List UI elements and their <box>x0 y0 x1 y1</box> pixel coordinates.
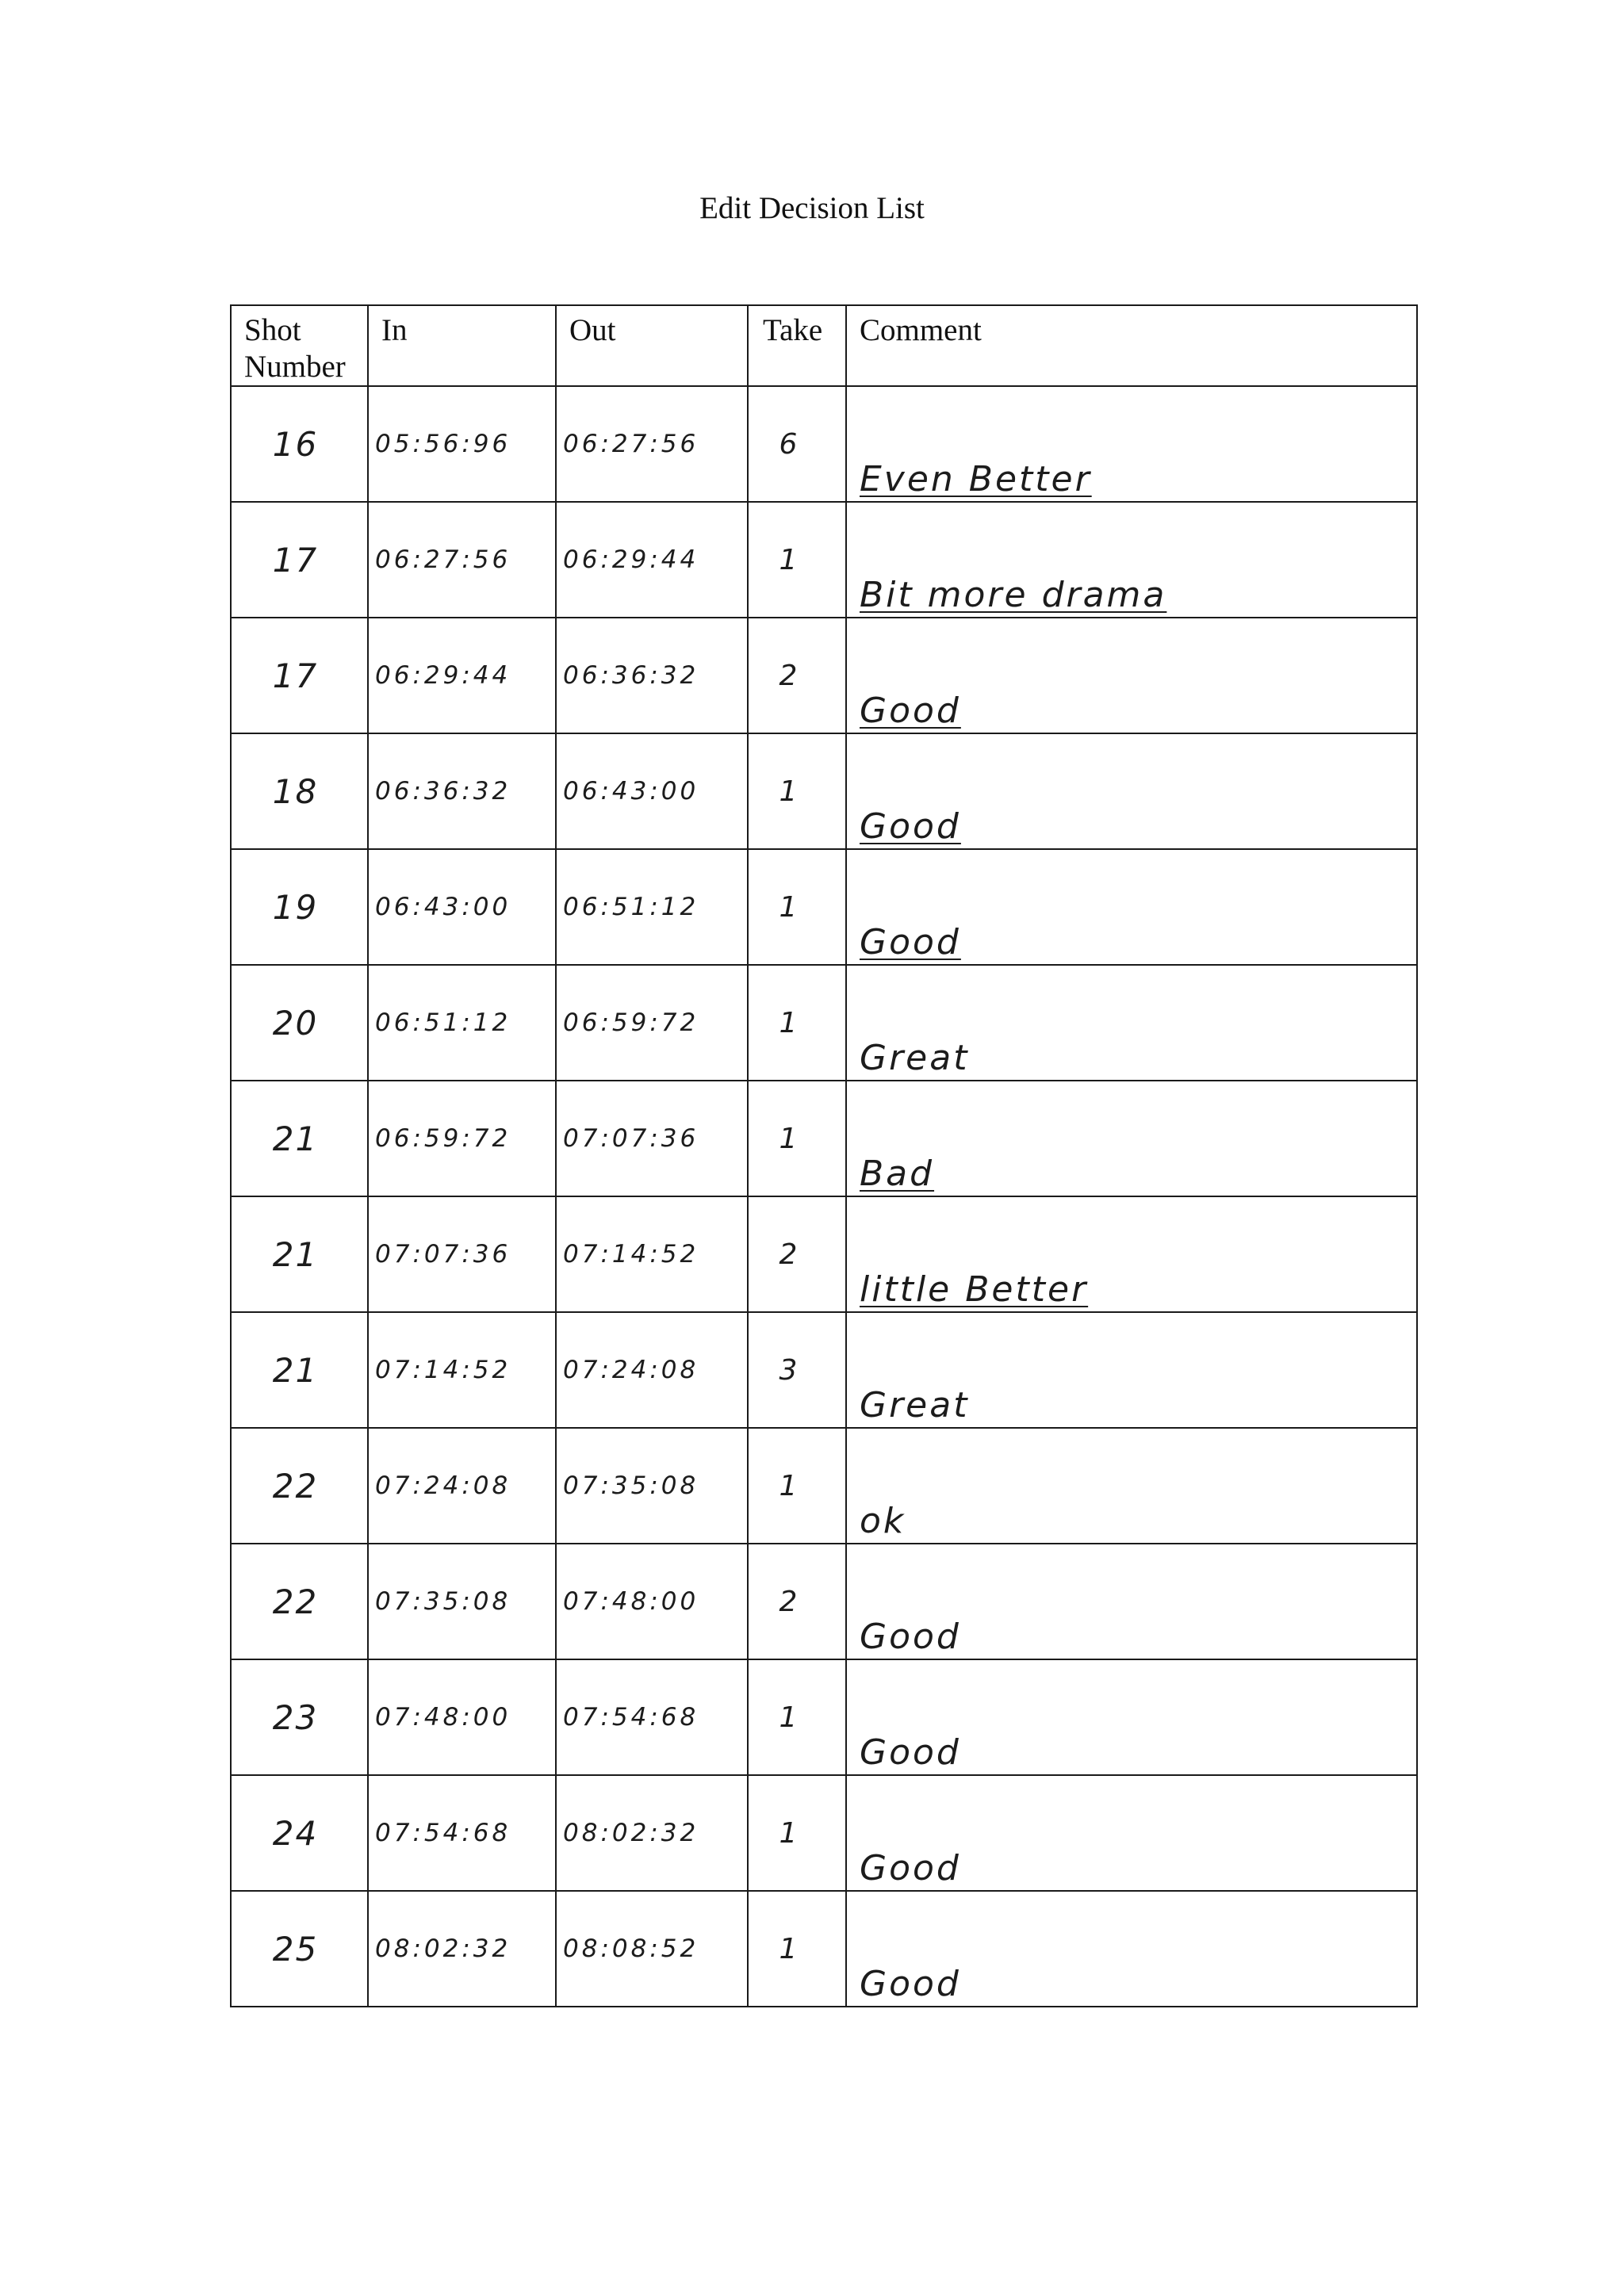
handwritten-shot: 25 <box>272 1929 319 1969</box>
comment-cell <box>846 1544 1417 1659</box>
take-cell <box>748 1196 846 1312</box>
handwritten-take: 1 <box>779 775 799 808</box>
in-timecode-cell <box>368 386 556 502</box>
handwritten-in: 07:24:08 <box>375 1471 511 1500</box>
handwritten-shot: 21 <box>272 1234 319 1274</box>
comment-cell <box>846 1891 1417 2007</box>
handwritten-in: 06:27:56 <box>375 545 511 574</box>
handwritten-comment: Bit more drama <box>860 575 1167 615</box>
in-timecode-cell <box>368 1196 556 1312</box>
comment-cell <box>846 1428 1417 1544</box>
take-cell <box>748 1544 846 1659</box>
take-cell <box>748 849 846 965</box>
table-row <box>231 965 1417 1081</box>
out-timecode-cell <box>556 502 748 618</box>
comment-cell <box>846 1312 1417 1428</box>
handwritten-comment: ok <box>860 1501 906 1541</box>
table-row <box>231 849 1417 965</box>
handwritten-take: 1 <box>779 1701 799 1734</box>
handwritten-comment: Good <box>860 1617 961 1657</box>
table-row <box>231 1659 1417 1775</box>
handwritten-in: 07:48:00 <box>375 1703 511 1732</box>
out-timecode-cell <box>556 849 748 965</box>
handwritten-out: 06:29:44 <box>563 545 699 574</box>
handwritten-shot: 17 <box>272 540 319 580</box>
table-row <box>231 1196 1417 1312</box>
handwritten-shot: 18 <box>272 771 319 811</box>
comment-cell <box>846 1196 1417 1312</box>
handwritten-in: 06:36:32 <box>375 777 511 806</box>
handwritten-comment: Good <box>860 806 961 847</box>
header-in: In <box>368 305 556 386</box>
header-row <box>231 305 1417 386</box>
take-cell <box>748 1775 846 1891</box>
out-timecode-cell <box>556 965 748 1081</box>
shot-number-cell <box>231 733 368 849</box>
out-timecode-cell <box>556 1428 748 1544</box>
handwritten-out: 07:14:52 <box>563 1240 699 1269</box>
out-timecode-cell <box>556 1081 748 1196</box>
shot-number-cell <box>231 618 368 733</box>
take-cell <box>748 1891 846 2007</box>
handwritten-in: 06:59:72 <box>375 1124 511 1153</box>
out-timecode-cell <box>556 386 748 502</box>
comment-cell <box>846 618 1417 733</box>
in-timecode-cell <box>368 849 556 965</box>
handwritten-take: 1 <box>779 1816 799 1850</box>
out-timecode-cell <box>556 1196 748 1312</box>
handwritten-out: 07:54:68 <box>563 1703 699 1732</box>
handwritten-take: 1 <box>779 1006 799 1039</box>
take-cell <box>748 733 846 849</box>
handwritten-in: 08:02:32 <box>375 1934 511 1963</box>
handwritten-shot: 22 <box>272 1466 319 1506</box>
handwritten-take: 6 <box>779 427 799 461</box>
shot-number-cell <box>231 1891 368 2007</box>
handwritten-comment: Good <box>860 1848 961 1888</box>
handwritten-in: 07:35:08 <box>375 1587 511 1616</box>
comment-cell <box>846 386 1417 502</box>
handwritten-take: 1 <box>779 543 799 576</box>
shot-number-cell <box>231 386 368 502</box>
shot-number-cell <box>231 1196 368 1312</box>
out-timecode-cell <box>556 1312 748 1428</box>
handwritten-take: 2 <box>779 659 799 692</box>
handwritten-shot: 23 <box>272 1697 319 1737</box>
out-timecode-cell <box>556 1891 748 2007</box>
take-cell <box>748 1312 846 1428</box>
header-comment: Comment <box>846 305 1417 386</box>
table-row <box>231 1081 1417 1196</box>
shot-number-cell <box>231 1544 368 1659</box>
handwritten-take: 2 <box>779 1238 799 1271</box>
handwritten-comment: Good <box>860 1732 961 1773</box>
handwritten-out: 07:24:08 <box>563 1356 699 1384</box>
handwritten-in: 05:56:96 <box>375 430 511 458</box>
handwritten-out: 07:07:36 <box>563 1124 699 1153</box>
handwritten-comment: little Better <box>860 1269 1089 1310</box>
handwritten-shot: 22 <box>272 1582 319 1621</box>
table-row <box>231 386 1417 502</box>
comment-cell <box>846 965 1417 1081</box>
handwritten-in: 07:54:68 <box>375 1819 511 1847</box>
table-row <box>231 502 1417 618</box>
handwritten-out: 08:08:52 <box>563 1934 699 1963</box>
take-cell <box>748 502 846 618</box>
in-timecode-cell <box>368 965 556 1081</box>
handwritten-comment: Good <box>860 1964 961 2004</box>
table-row <box>231 1312 1417 1428</box>
handwritten-shot: 20 <box>272 1003 319 1043</box>
take-cell <box>748 1659 846 1775</box>
out-timecode-cell <box>556 618 748 733</box>
comment-cell <box>846 502 1417 618</box>
in-timecode-cell <box>368 1891 556 2007</box>
comment-cell <box>846 733 1417 849</box>
handwritten-shot: 19 <box>272 887 319 927</box>
comment-cell <box>846 1775 1417 1891</box>
handwritten-in: 06:43:00 <box>375 893 511 921</box>
handwritten-shot: 24 <box>272 1813 319 1853</box>
handwritten-out: 06:43:00 <box>563 777 699 806</box>
handwritten-shot: 21 <box>272 1119 319 1158</box>
handwritten-shot: 16 <box>272 424 319 464</box>
handwritten-take: 2 <box>779 1585 799 1618</box>
handwritten-out: 06:59:72 <box>563 1008 699 1037</box>
handwritten-out: 06:27:56 <box>563 430 699 458</box>
header-take: Take <box>748 305 846 386</box>
shot-number-cell <box>231 1659 368 1775</box>
handwritten-comment: Good <box>860 922 961 962</box>
table-row <box>231 1544 1417 1659</box>
table-row <box>231 1428 1417 1544</box>
handwritten-take: 1 <box>779 1932 799 1965</box>
in-timecode-cell <box>368 1775 556 1891</box>
shot-number-cell <box>231 849 368 965</box>
handwritten-comment: Great <box>860 1038 970 1078</box>
handwritten-in: 07:07:36 <box>375 1240 511 1269</box>
out-timecode-cell <box>556 1775 748 1891</box>
take-cell <box>748 386 846 502</box>
handwritten-out: 07:48:00 <box>563 1587 699 1616</box>
shot-number-cell <box>231 1775 368 1891</box>
handwritten-comment: Good <box>860 691 961 731</box>
shot-number-cell <box>231 1312 368 1428</box>
take-cell <box>748 618 846 733</box>
handwritten-shot: 21 <box>272 1350 319 1390</box>
comment-cell <box>846 1659 1417 1775</box>
shot-number-cell <box>231 1081 368 1196</box>
in-timecode-cell <box>368 502 556 618</box>
handwritten-in: 06:51:12 <box>375 1008 511 1037</box>
handwritten-take: 3 <box>779 1353 799 1387</box>
handwritten-in: 07:14:52 <box>375 1356 511 1384</box>
table-row <box>231 618 1417 733</box>
table-body <box>231 386 1417 2007</box>
in-timecode-cell <box>368 1312 556 1428</box>
header-shot-number: Shot Number <box>231 305 368 386</box>
handwritten-take: 1 <box>779 1469 799 1502</box>
take-cell <box>748 1081 846 1196</box>
handwritten-in: 06:29:44 <box>375 661 511 690</box>
edit-decision-table <box>230 304 1418 2007</box>
handwritten-comment: Even Better <box>860 459 1092 499</box>
handwritten-out: 07:35:08 <box>563 1471 699 1500</box>
out-timecode-cell <box>556 1544 748 1659</box>
in-timecode-cell <box>368 1081 556 1196</box>
shot-number-cell <box>231 502 368 618</box>
take-cell <box>748 1428 846 1544</box>
take-cell <box>748 965 846 1081</box>
shot-number-cell <box>231 965 368 1081</box>
table-row <box>231 1775 1417 1891</box>
handwritten-take: 1 <box>779 1122 799 1155</box>
in-timecode-cell <box>368 733 556 849</box>
in-timecode-cell <box>368 1428 556 1544</box>
in-timecode-cell <box>368 618 556 733</box>
out-timecode-cell <box>556 1659 748 1775</box>
handwritten-out: 06:51:12 <box>563 893 699 921</box>
table-row <box>231 1891 1417 2007</box>
in-timecode-cell <box>368 1659 556 1775</box>
handwritten-shot: 17 <box>272 656 319 695</box>
page-title: Edit Decision List <box>699 191 925 225</box>
comment-cell <box>846 849 1417 965</box>
handwritten-comment: Great <box>860 1385 970 1425</box>
handwritten-take: 1 <box>779 890 799 924</box>
handwritten-out: 06:36:32 <box>563 661 699 690</box>
comment-cell <box>846 1081 1417 1196</box>
out-timecode-cell <box>556 733 748 849</box>
in-timecode-cell <box>368 1544 556 1659</box>
header-out: Out <box>556 305 748 386</box>
shot-number-cell <box>231 1428 368 1544</box>
handwritten-comment: Bad <box>860 1154 935 1194</box>
table-row <box>231 733 1417 849</box>
handwritten-out: 08:02:32 <box>563 1819 699 1847</box>
